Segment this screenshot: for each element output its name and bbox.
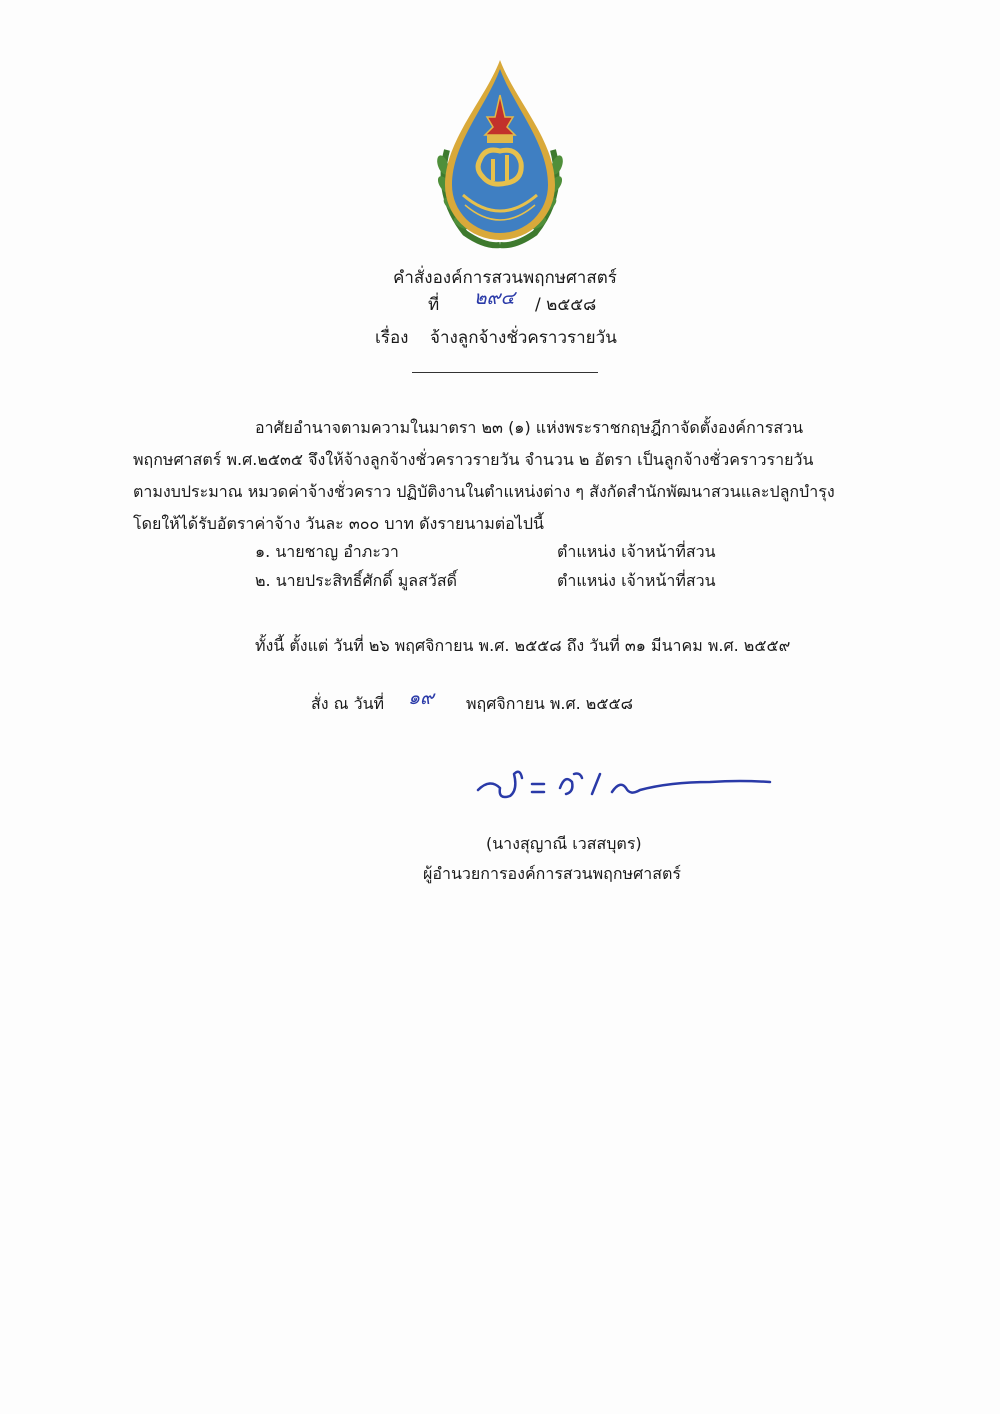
signer-role: ผู้อำนวยการองค์การสวนพฤกษศาสตร์ bbox=[423, 864, 681, 883]
employee-name: ๑. นายชาญ อำภะวา bbox=[255, 542, 399, 561]
order-number-handwritten: ๒๙๔ bbox=[474, 287, 515, 309]
handwritten-signature bbox=[470, 760, 780, 820]
body-paragraph-line: อาศัยอำนาจตามความในมาตรา ๒๓ (๑) แห่งพระราชกฤษฎีกาจัดตั้งองค์การสวน bbox=[255, 418, 804, 437]
employee-position: ตำแหน่ง เจ้าหน้าที่สวน bbox=[557, 542, 716, 561]
subject-text: จ้างลูกจ้างชั่วคราวรายวัน bbox=[430, 328, 617, 348]
employee-name: ๒. นายประสิทธิ์ศักดิ์ มูลสวัสดิ์ bbox=[255, 571, 458, 590]
signer-name: (นางสุญาณี เวสสบุตร) bbox=[486, 834, 642, 853]
order-number-label: ที่ bbox=[428, 295, 440, 315]
order-title: คำสั่งองค์การสวนพฤกษศาสตร์ bbox=[393, 268, 617, 288]
organization-emblem bbox=[425, 55, 575, 255]
body-paragraph-line: พฤกษศาสตร์ พ.ศ.๒๕๓๕ จึงให้จ้างลูกจ้างชั่วคราวรายวัน จำนวน ๒ อัตรา เป็นลูกจ้างชั่วคราวรายวัน bbox=[133, 450, 814, 469]
order-number-year: / ๒๕๕๘ bbox=[535, 295, 597, 315]
body-paragraph-line: โดยให้ได้รับอัตราค่าจ้าง วันละ ๓๐๐ บาท ดังรายนามต่อไปนี้ bbox=[133, 514, 544, 533]
employee-position: ตำแหน่ง เจ้าหน้าที่สวน bbox=[557, 571, 716, 590]
header-divider bbox=[412, 372, 598, 373]
order-date-day-handwritten: ๑๙ bbox=[408, 687, 434, 709]
body-paragraph-line: ตามงบประมาณ หมวดค่าจ้างชั่วคราว ปฏิบัติงานในตำแหน่งต่าง ๆ สังกัดสำนักพัฒนาสวนและปลูกบำรุง bbox=[133, 482, 835, 501]
subject-label: เรื่อง bbox=[375, 328, 409, 348]
employment-period: ทั้งนี้ ตั้งแต่ วันที่ ๒๖ พฤศจิกายน พ.ศ. ๒๕๕๘ ถึง วันที่ ๓๑ มีนาคม พ.ศ. ๒๕๕๙ bbox=[255, 636, 791, 655]
order-date-label: สั่ง ณ วันที่ bbox=[311, 694, 385, 713]
order-date-month-year: พฤศจิกายน พ.ศ. ๒๕๕๘ bbox=[466, 694, 633, 713]
